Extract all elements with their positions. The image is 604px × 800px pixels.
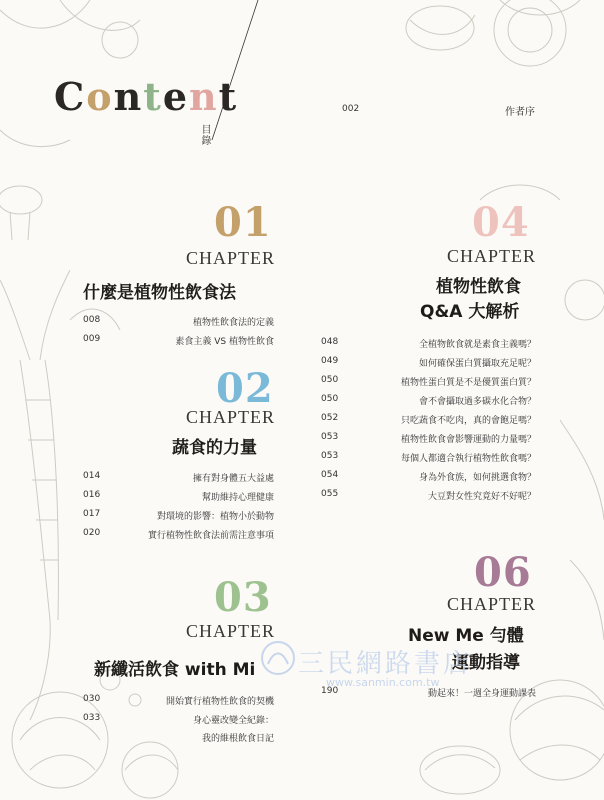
chapter-04-entry-title: 會不會攝取過多碳水化合物？ [418,397,536,407]
chapter-04-entry-title: 每個人都適合執行植物性飲食嗎？ [400,454,536,464]
chapter-04-entry-page: 048 [321,337,339,347]
chapter-04-entry-page: 054 [321,470,339,480]
chapter-02-entry-title: 幫助維持心理健康 [201,493,274,503]
chapter-04-entry-title: 如何確保蛋白質攝取充足呢？ [418,359,536,369]
title-letter: t [218,74,239,119]
chapter-06-title-line-1: New Me 勻體 [408,626,524,646]
chapter-04-label: CHAPTER [447,246,537,266]
chapter-03-number: 03 [214,574,272,621]
chapter-02-entry-title: 擁有對身體五大益處 [192,474,274,484]
chapter-04-title-line-1: 植物性飲食 [436,277,521,297]
page-title [54,74,238,119]
title-letter: e [162,74,189,119]
chapter-01-number: 01 [214,199,272,246]
chapter-04-title-line-2: Q&A 大解析 [420,302,520,322]
chapter-02-entry-title: 實行植物性飲食法前需注意事項 [147,531,274,541]
chapter-04-entry-title: 身為外食族，如何挑選食物？ [418,473,536,483]
chapter-03-entry-page: 033 [83,713,101,723]
title-letter: C [54,74,87,119]
title-letter: n [113,74,144,119]
chapter-04-entry-title: 只吃蔬食不吃肉，真的會飽足嗎？ [400,416,536,426]
chapter-04-entry-title: 全植物飲食就是素食主義嗎？ [418,340,536,350]
chapter-02-entry-page: 020 [83,528,101,538]
chapter-04-number: 04 [472,199,530,246]
chapter-04-entry-page: 052 [321,413,339,423]
chapter-03-entry-page: 030 [83,694,101,704]
chapter-04-entry-page: 055 [321,489,339,499]
preface-page-number: 002 [342,104,360,114]
chapter-02-label: CHAPTER [186,407,276,427]
chapter-04-entry-title: 大豆對女性究竟好不好呢？ [427,492,536,502]
chapter-04-entry-title: 植物性蛋白質是不是優質蛋白質？ [400,378,536,388]
chapter-02-number: 02 [216,365,274,412]
chapter-02-entry-page: 014 [83,471,101,481]
title-letter: t [143,74,163,119]
chapter-01-entry-title: 素食主義 VS 植物性飲食 [175,337,274,347]
chapter-06-title-line-2: 運動指導 [452,653,520,673]
chapter-06-entry-title: 動起來！一週全身運動課表 [427,689,536,699]
title-letter: o [86,74,114,119]
chapter-01-title: 什麼是植物性飲食法 [83,283,236,303]
chapter-02-entry-title: 對環境的影響：植物小於動物 [156,512,274,522]
chapter-03-title: 新纖活飲食 with Mi [94,660,256,680]
watermark-logo [258,638,298,678]
toc-label: 目錄 [199,124,210,146]
preface-title: 作者序 [505,107,535,118]
chapter-01-entry-page: 008 [83,315,101,325]
chapter-04-entry-page: 053 [321,451,339,461]
chapter-03-entry-title: 身心靈改變全紀錄： [192,716,274,726]
chapter-03-entry-title: 我的維根飲食日記 [201,734,274,744]
chapter-06-label: CHAPTER [447,594,537,614]
chapter-06-number: 06 [474,549,532,596]
chapter-01-label: CHAPTER [186,248,276,268]
title-letter: n [189,74,219,119]
chapter-04-entry-page: 050 [321,375,339,385]
chapter-02-entry-page: 016 [83,490,101,500]
chapter-04-entry-page: 049 [321,356,339,366]
chapter-01-entry-title: 植物性飲食法的定義 [192,318,274,328]
chapter-01-entry-page: 009 [83,334,101,344]
chapter-04-entry-title: 植物性飲食會影響運動的力量嗎？ [400,435,536,445]
chapter-06-entry-page: 190 [321,686,339,696]
chapter-03-entry-title: 開始實行植物性飲食的契機 [165,697,274,707]
chapter-04-entry-page: 050 [321,394,339,404]
chapter-02-title: 蔬食的力量 [172,438,257,458]
chapter-04-entry-page: 053 [321,432,339,442]
chapter-02-entry-page: 017 [83,509,101,519]
watermark-text: 三民網路書店 [298,649,473,679]
watermark-url: www.sanmin.com.tw [326,676,440,689]
chapter-03-label: CHAPTER [186,621,276,641]
